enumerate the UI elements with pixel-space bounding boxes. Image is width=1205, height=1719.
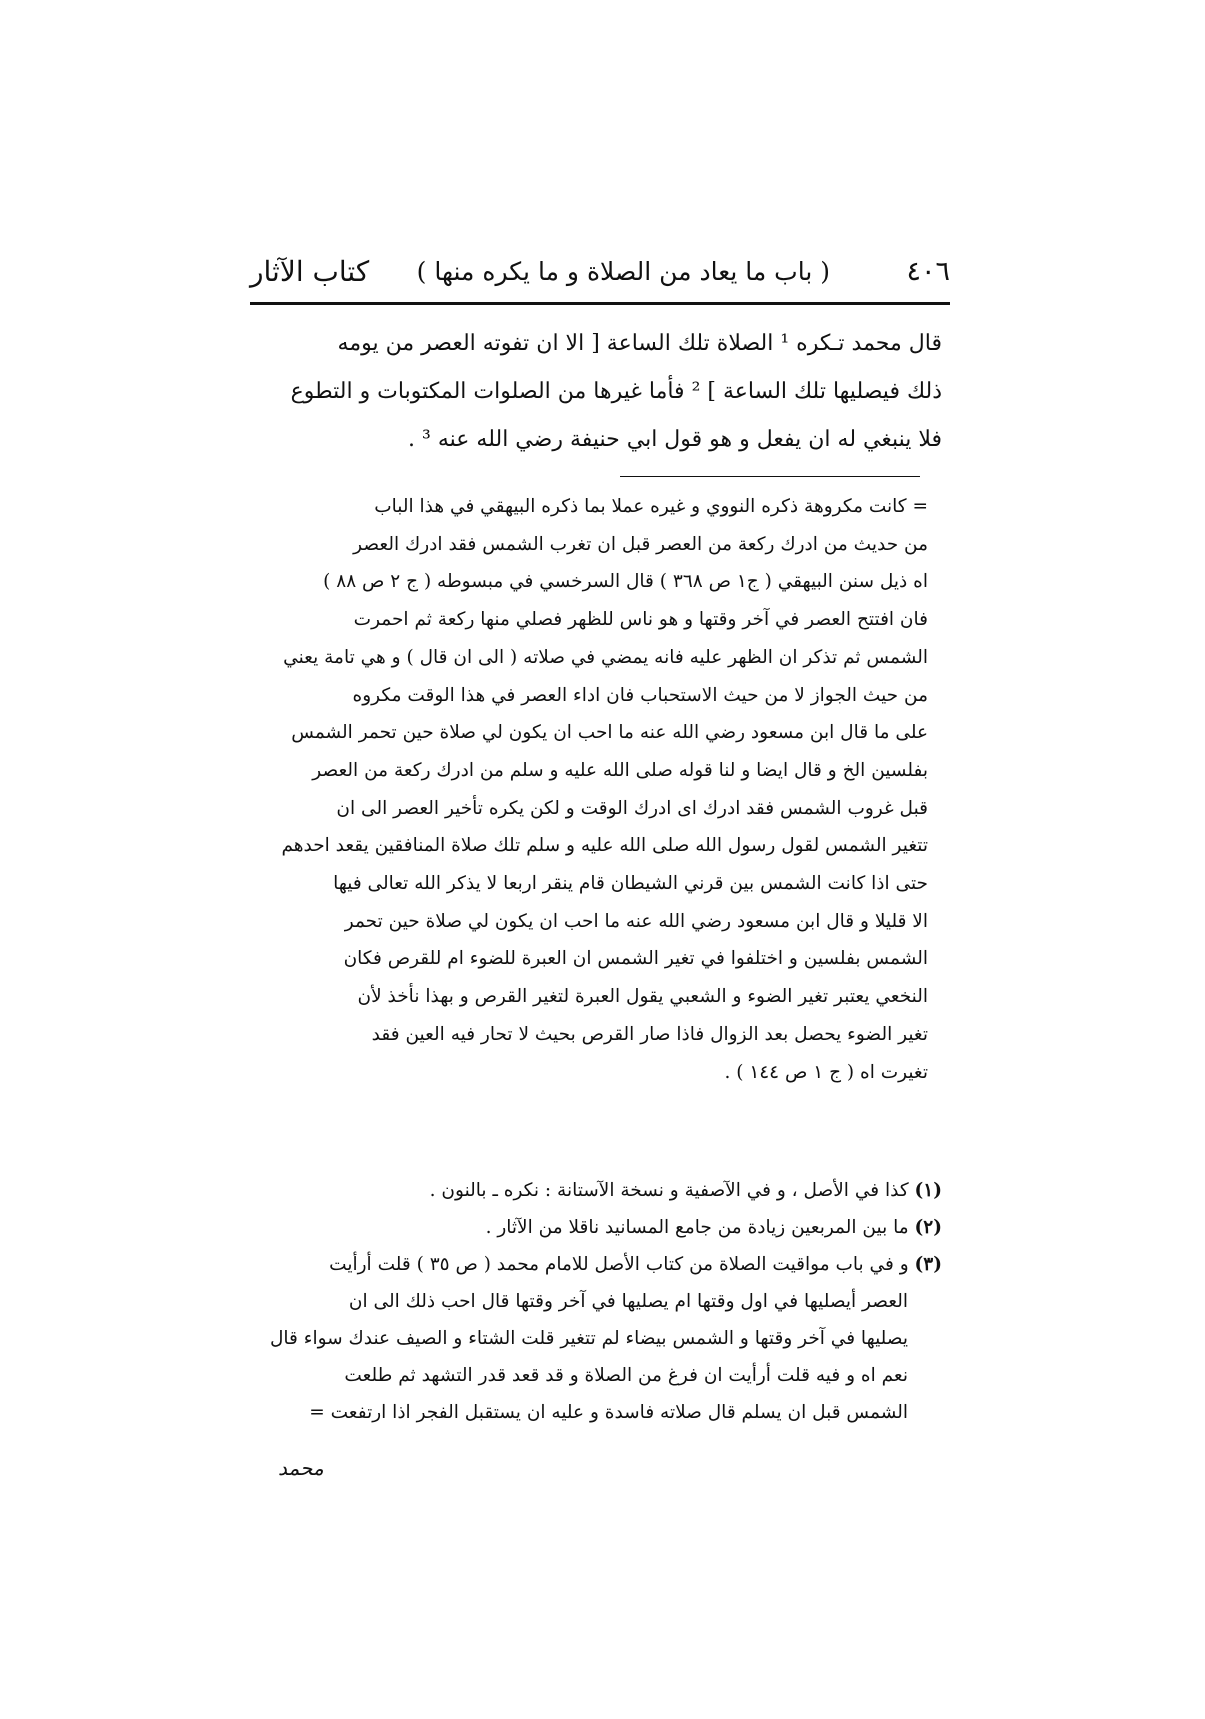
running-header xyxy=(250,252,950,296)
footnote-line: الشمس قبل ان يسلم قال صلاته فاسدة و عليه ان يستقبل الفجر اذا ارتفعت = xyxy=(309,1402,908,1423)
commentary-line: قبل غروب الشمس فقد ادرك اى ادرك الوقت و لكن يكره تأخير العصر الى ان xyxy=(336,797,928,819)
commentary-line: بفلسين الخ و قال ايضا و لنا قوله صلى الله عليه و سلم من ادرك ركعة من العصر xyxy=(312,759,928,781)
footnote-text: كذا في الأصل ، و في الآصفية و نسخة الآستانة : نكره ـ بالنون . xyxy=(429,1180,909,1201)
book-title: كتاب الآثار xyxy=(250,255,370,288)
footnote-text: و في باب مواقيت الصلاة من كتاب الأصل للامام محمد ( ص ٣٥ ) قلت أرأيت xyxy=(329,1254,909,1275)
footnote-1 xyxy=(262,1172,942,1209)
header-rule xyxy=(250,302,950,305)
commentary-line: تغيرت اه ( ج ١ ص ١٤٤ ) . xyxy=(724,1061,928,1083)
commentary-line: = كانت مكروهة ذكره النووي و غيره عملا بما ذكره البيهقي في هذا الباب xyxy=(374,496,928,517)
main-line: فلا ينبغي له ان يفعل و هو قول ابي حنيفة رضي الله عنه ³ . xyxy=(408,427,942,452)
commentary-line: حتى اذا كانت الشمس بين قرني الشيطان قام ينقر اربعا لا يذكر الله تعالى فيها xyxy=(333,873,928,895)
footnotes xyxy=(262,1172,942,1431)
footnote-number: (٣) xyxy=(914,1254,942,1275)
commentary-line: الشمس بفلسين و اختلفوا في تغير الشمس ان العبرة للضوء ام للقرص فكان xyxy=(343,948,928,970)
chapter-title: ( باب ما يعاد من الصلاة و ما يكره منها ) xyxy=(416,257,830,286)
footnote-line: يصليها في آخر وقتها و الشمس بيضاء لم تتغير قلت الشتاء و الصيف عندك سواء قال xyxy=(269,1328,908,1349)
footnote-number: (١) xyxy=(914,1180,942,1201)
commentary xyxy=(262,488,928,1091)
catchword: محمد xyxy=(278,1456,324,1480)
separator-rule xyxy=(620,476,920,477)
commentary-line: من حيث الجواز لا من حيث الاستحباب فان اداء العصر في هذا الوقت مكروه xyxy=(352,684,928,706)
footnote-number: (٢) xyxy=(914,1217,942,1238)
footnote-text: ما بين المربعين زيادة من جامع المسانيد ناقلا من الآثار . xyxy=(485,1217,909,1238)
commentary-line: اه ذيل سنن البيهقي ( ج١ ص ٣٦٨ ) قال السرخسي في مبسوطه ( ج ٢ ص ٨٨ ) xyxy=(323,571,928,593)
commentary-line: فان افتتح العصر في آخر وقتها و هو ناس للظهر فصلي منها ركعة ثم احمرت xyxy=(353,609,928,631)
commentary-line: تغير الضوء يحصل بعد الزوال فاذا صار القرص بحيث لا تحار فيه العين فقد xyxy=(371,1023,928,1045)
commentary-line: من حديث من ادرك ركعة من العصر قبل ان تغرب الشمس فقد ادرك العصر xyxy=(353,533,928,555)
footnote-3 xyxy=(262,1246,942,1283)
commentary-line: الا قليلا و قال ابن مسعود رضي الله عنه ما احب ان يكون لي صلاة حين تحمر xyxy=(344,910,928,932)
footnote-2 xyxy=(262,1209,942,1246)
commentary-line: على ما قال ابن مسعود رضي الله عنه ما احب ان يكون لي صلاة حين تحمر الشمس xyxy=(291,722,928,744)
commentary-line: تتغير الشمس لقول رسول الله صلى الله عليه و سلم تلك صلاة المنافقين يقعد احدهم xyxy=(281,835,928,857)
main-text xyxy=(262,320,942,464)
main-line: قال محمد تـكره ¹ الصلاة تلك الساعة [ الا ان تفوته العصر من يومه xyxy=(337,331,942,356)
footnote-line: نعم اه و فيه قلت أرأيت ان فرغ من الصلاة و قد قعد قدر التشهد ثم طلعت xyxy=(344,1365,908,1386)
main-line: ذلك فيصليها تلك الساعة ] ² فأما غيرها من الصلوات المكتوبات و التطوع xyxy=(290,379,942,404)
commentary-line: الشمس ثم تذكر ان الظهر عليه فانه يمضي في صلاته ( الى ان قال ) و هي تامة يعني xyxy=(283,646,928,668)
footnote-line: العصر أيصليها في اول وقتها ام يصليها في آخر وقتها قال احب ذلك الى ان xyxy=(348,1291,908,1312)
commentary-line: النخعي يعتبر تغير الضوء و الشعبي يقول العبرة لتغير القرص و بهذا نأخذ لأن xyxy=(357,986,928,1008)
page-number: ٤٠٦ xyxy=(906,256,950,287)
